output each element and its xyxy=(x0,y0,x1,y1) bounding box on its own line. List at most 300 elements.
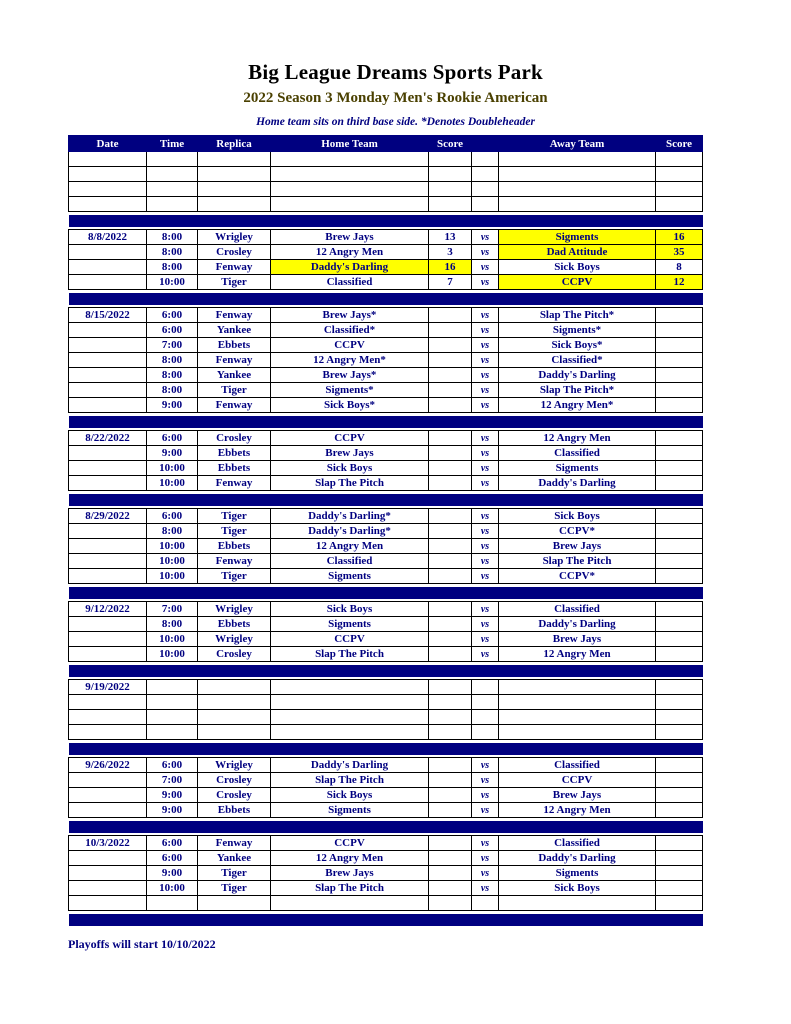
cell-time: 6:00 xyxy=(147,308,198,323)
cell-home-score xyxy=(429,353,472,368)
cell-vs: vs xyxy=(472,647,499,662)
cell-time: 8:00 xyxy=(147,617,198,632)
cell-date xyxy=(69,866,147,881)
cell-replica: Fenway xyxy=(198,353,271,368)
schedule-row xyxy=(69,230,703,245)
cell-date xyxy=(69,773,147,788)
cell-away-score xyxy=(656,569,703,584)
cell-vs: vs xyxy=(472,230,499,245)
cell-away xyxy=(499,167,656,182)
cell-home: Slap The Pitch xyxy=(271,476,429,491)
cell-vs: vs xyxy=(472,431,499,446)
cell-replica: Wrigley xyxy=(198,602,271,617)
cell-date: 9/19/2022 xyxy=(69,680,147,695)
cell-home-score: 3 xyxy=(429,245,472,260)
schedule-row xyxy=(69,803,703,818)
cell-away-score xyxy=(656,308,703,323)
schedule-row xyxy=(69,323,703,338)
cell-replica: Ebbets xyxy=(198,803,271,818)
cell-away: Brew Jays xyxy=(499,539,656,554)
week-separator-bar xyxy=(69,215,703,227)
cell-away-score xyxy=(656,836,703,851)
cell-home-score xyxy=(429,446,472,461)
cell-home: CCPV xyxy=(271,431,429,446)
cell-away-score xyxy=(656,554,703,569)
cell-home-score xyxy=(429,338,472,353)
cell-away-score xyxy=(656,539,703,554)
cell-time: 6:00 xyxy=(147,323,198,338)
cell-away: CCPV xyxy=(499,773,656,788)
cell-replica: Tiger xyxy=(198,383,271,398)
cell-date xyxy=(69,554,147,569)
cell-home: Daddy's Darling xyxy=(271,758,429,773)
cell-home-score xyxy=(429,758,472,773)
cell-time: 10:00 xyxy=(147,539,198,554)
cell-home-score xyxy=(429,152,472,167)
cell-vs: vs xyxy=(472,476,499,491)
cell-time: 7:00 xyxy=(147,773,198,788)
cell-time: 8:00 xyxy=(147,260,198,275)
cell-home xyxy=(271,167,429,182)
cell-date xyxy=(69,524,147,539)
cell-replica: Fenway xyxy=(198,554,271,569)
cell-time: 9:00 xyxy=(147,446,198,461)
cell-replica: Fenway xyxy=(198,398,271,413)
cell-home: Sick Boys xyxy=(271,602,429,617)
cell-away: Sigments* xyxy=(499,323,656,338)
cell-replica: Crosley xyxy=(198,773,271,788)
cell-vs xyxy=(472,695,499,710)
cell-home: Sigments* xyxy=(271,383,429,398)
schedule-row xyxy=(69,152,703,167)
cell-vs xyxy=(472,182,499,197)
cell-replica: Ebbets xyxy=(198,617,271,632)
cell-home: Brew Jays* xyxy=(271,308,429,323)
cell-away: Classified xyxy=(499,836,656,851)
cell-home xyxy=(271,182,429,197)
cell-vs: vs xyxy=(472,245,499,260)
header-home-team: Home Team xyxy=(271,136,429,152)
cell-away-score xyxy=(656,695,703,710)
cell-away xyxy=(499,152,656,167)
cell-date xyxy=(69,197,147,212)
schedule-row xyxy=(69,368,703,383)
cell-replica xyxy=(198,896,271,911)
week-separator-bar xyxy=(69,587,703,599)
cell-away-score xyxy=(656,773,703,788)
cell-replica: Fenway xyxy=(198,308,271,323)
cell-away xyxy=(499,182,656,197)
cell-time: 10:00 xyxy=(147,881,198,896)
cell-vs: vs xyxy=(472,338,499,353)
cell-away-score xyxy=(656,353,703,368)
cell-home-score xyxy=(429,509,472,524)
cell-home: Daddy's Darling* xyxy=(271,524,429,539)
cell-vs xyxy=(472,710,499,725)
schedule-row xyxy=(69,461,703,476)
cell-away: Sigments xyxy=(499,230,656,245)
cell-replica: Fenway xyxy=(198,476,271,491)
page-title: Big League Dreams Sports Park xyxy=(248,60,543,84)
schedule-row xyxy=(69,338,703,353)
cell-home-score xyxy=(429,182,472,197)
cell-time: 9:00 xyxy=(147,788,198,803)
cell-home: Classified xyxy=(271,554,429,569)
cell-vs xyxy=(472,725,499,740)
cell-replica: Ebbets xyxy=(198,461,271,476)
cell-vs: vs xyxy=(472,509,499,524)
cell-away: 12 Angry Men* xyxy=(499,398,656,413)
cell-home: Brew Jays xyxy=(271,230,429,245)
cell-replica xyxy=(198,197,271,212)
week-separator-bar xyxy=(69,743,703,755)
cell-away: Daddy's Darling xyxy=(499,476,656,491)
cell-replica: Yankee xyxy=(198,323,271,338)
cell-date xyxy=(69,803,147,818)
cell-date: 8/8/2022 xyxy=(69,230,147,245)
cell-home-score xyxy=(429,461,472,476)
playoffs-note: Playoffs will start 10/10/2022 xyxy=(68,936,216,951)
cell-home-score: 7 xyxy=(429,275,472,290)
cell-home: Sigments xyxy=(271,803,429,818)
cell-time: 8:00 xyxy=(147,353,198,368)
week-separator-bar xyxy=(69,416,703,428)
cell-home: Sigments xyxy=(271,617,429,632)
cell-replica: Yankee xyxy=(198,368,271,383)
cell-replica: Tiger xyxy=(198,524,271,539)
cell-date xyxy=(69,476,147,491)
cell-away: CCPV xyxy=(499,275,656,290)
schedule-row xyxy=(69,383,703,398)
schedule-row xyxy=(69,353,703,368)
cell-replica: Crosley xyxy=(198,647,271,662)
schedule-row xyxy=(69,695,703,710)
cell-vs: vs xyxy=(472,851,499,866)
cell-away: Sick Boys xyxy=(499,260,656,275)
cell-time xyxy=(147,695,198,710)
cell-replica xyxy=(198,695,271,710)
cell-vs xyxy=(472,197,499,212)
cell-replica: Tiger xyxy=(198,569,271,584)
cell-date xyxy=(69,275,147,290)
cell-home xyxy=(271,152,429,167)
cell-away: Slap The Pitch xyxy=(499,554,656,569)
cell-replica: Fenway xyxy=(198,836,271,851)
cell-date: 8/22/2022 xyxy=(69,431,147,446)
cell-home xyxy=(271,725,429,740)
cell-home xyxy=(271,197,429,212)
header-away-team: Away Team xyxy=(499,136,656,152)
cell-away-score xyxy=(656,866,703,881)
cell-away-score: 12 xyxy=(656,275,703,290)
week-separator-bar xyxy=(69,821,703,833)
cell-home: 12 Angry Men xyxy=(271,245,429,260)
cell-home: Daddy's Darling xyxy=(271,260,429,275)
cell-home: Brew Jays xyxy=(271,866,429,881)
cell-away-score xyxy=(656,167,703,182)
cell-home: Slap The Pitch xyxy=(271,773,429,788)
cell-time: 9:00 xyxy=(147,398,198,413)
cell-home xyxy=(271,710,429,725)
cell-vs: vs xyxy=(472,260,499,275)
cell-time xyxy=(147,896,198,911)
cell-home: Daddy's Darling* xyxy=(271,509,429,524)
cell-vs: vs xyxy=(472,353,499,368)
cell-date xyxy=(69,851,147,866)
cell-away: Daddy's Darling xyxy=(499,368,656,383)
cell-time: 9:00 xyxy=(147,866,198,881)
cell-home: Sick Boys xyxy=(271,461,429,476)
cell-vs: vs xyxy=(472,461,499,476)
cell-vs: vs xyxy=(472,632,499,647)
cell-date xyxy=(69,788,147,803)
cell-date xyxy=(69,896,147,911)
cell-replica xyxy=(198,152,271,167)
cell-away: Classified* xyxy=(499,353,656,368)
cell-home-score xyxy=(429,569,472,584)
separator-gap-cell xyxy=(69,926,703,929)
cell-away-score xyxy=(656,398,703,413)
cell-vs: vs xyxy=(472,524,499,539)
cell-vs: vs xyxy=(472,617,499,632)
cell-away-score xyxy=(656,152,703,167)
cell-date xyxy=(69,710,147,725)
cell-home: 12 Angry Men xyxy=(271,539,429,554)
cell-time: 9:00 xyxy=(147,803,198,818)
cell-away: Daddy's Darling xyxy=(499,617,656,632)
cell-replica: Tiger xyxy=(198,866,271,881)
schedule-row xyxy=(69,602,703,617)
cell-home-score xyxy=(429,476,472,491)
cell-home-score xyxy=(429,398,472,413)
cell-away: Classified xyxy=(499,758,656,773)
cell-home-score xyxy=(429,866,472,881)
cell-replica: Ebbets xyxy=(198,338,271,353)
cell-away-score xyxy=(656,788,703,803)
cell-away-score xyxy=(656,602,703,617)
cell-date: 9/12/2022 xyxy=(69,602,147,617)
cell-time: 6:00 xyxy=(147,431,198,446)
cell-vs: vs xyxy=(472,569,499,584)
cell-home-score xyxy=(429,602,472,617)
cell-date xyxy=(69,353,147,368)
cell-time: 8:00 xyxy=(147,524,198,539)
cell-home-score xyxy=(429,896,472,911)
cell-home: Sick Boys* xyxy=(271,398,429,413)
cell-vs: vs xyxy=(472,773,499,788)
cell-away: 12 Angry Men xyxy=(499,431,656,446)
cell-date xyxy=(69,695,147,710)
cell-home-score xyxy=(429,788,472,803)
cell-replica: Crosley xyxy=(198,431,271,446)
cell-date xyxy=(69,446,147,461)
page-subtitle: 2022 Season 3 Monday Men's Rookie American xyxy=(243,90,548,106)
cell-home: Classified xyxy=(271,275,429,290)
schedule-row xyxy=(69,710,703,725)
cell-home-score xyxy=(429,308,472,323)
cell-replica: Wrigley xyxy=(198,632,271,647)
cell-home: Sigments xyxy=(271,569,429,584)
cell-vs xyxy=(472,152,499,167)
cell-date xyxy=(69,725,147,740)
cell-home-score xyxy=(429,695,472,710)
header-time: Time xyxy=(147,136,198,152)
cell-time xyxy=(147,725,198,740)
cell-away-score: 16 xyxy=(656,230,703,245)
schedule-row xyxy=(69,398,703,413)
week-separator-bar xyxy=(69,914,703,926)
cell-replica: Yankee xyxy=(198,851,271,866)
cell-date xyxy=(69,632,147,647)
schedule-row xyxy=(69,539,703,554)
cell-home-score xyxy=(429,803,472,818)
cell-away xyxy=(499,680,656,695)
cell-date xyxy=(69,323,147,338)
cell-away-score xyxy=(656,617,703,632)
schedule-row xyxy=(69,554,703,569)
cell-date xyxy=(69,182,147,197)
cell-home-score xyxy=(429,524,472,539)
cell-vs: vs xyxy=(472,275,499,290)
cell-time: 8:00 xyxy=(147,245,198,260)
cell-time xyxy=(147,680,198,695)
cell-away xyxy=(499,197,656,212)
cell-away-score xyxy=(656,446,703,461)
week-separator-bar-cell xyxy=(69,743,703,755)
cell-home-score: 13 xyxy=(429,230,472,245)
cell-replica: Crosley xyxy=(198,245,271,260)
schedule-row xyxy=(69,881,703,896)
cell-home xyxy=(271,695,429,710)
cell-away-score xyxy=(656,881,703,896)
cell-home-score xyxy=(429,851,472,866)
cell-time: 10:00 xyxy=(147,461,198,476)
header-home-score: Score xyxy=(429,136,472,152)
cell-away: Daddy's Darling xyxy=(499,851,656,866)
cell-date: 8/29/2022 xyxy=(69,509,147,524)
cell-home-score xyxy=(429,368,472,383)
cell-away-score xyxy=(656,725,703,740)
cell-vs: vs xyxy=(472,368,499,383)
cell-replica: Tiger xyxy=(198,509,271,524)
cell-home-score xyxy=(429,773,472,788)
cell-home-score xyxy=(429,647,472,662)
cell-away-score xyxy=(656,647,703,662)
cell-away-score xyxy=(656,509,703,524)
cell-away: Brew Jays xyxy=(499,788,656,803)
cell-replica xyxy=(198,725,271,740)
cell-vs xyxy=(472,680,499,695)
cell-home-score xyxy=(429,725,472,740)
cell-home-score xyxy=(429,197,472,212)
schedule-row xyxy=(69,836,703,851)
schedule-row xyxy=(69,617,703,632)
schedule-table xyxy=(68,135,703,929)
cell-vs: vs xyxy=(472,788,499,803)
cell-home: Sick Boys xyxy=(271,788,429,803)
schedule-row xyxy=(69,476,703,491)
cell-home-score xyxy=(429,617,472,632)
cell-replica: Fenway xyxy=(198,260,271,275)
cell-home: Slap The Pitch xyxy=(271,647,429,662)
cell-date xyxy=(69,167,147,182)
separator-gap xyxy=(69,926,703,929)
cell-home: CCPV xyxy=(271,338,429,353)
schedule-row xyxy=(69,866,703,881)
header-replica: Replica xyxy=(198,136,271,152)
cell-away: CCPV* xyxy=(499,524,656,539)
cell-home: Brew Jays xyxy=(271,446,429,461)
cell-home-score xyxy=(429,881,472,896)
week-separator-bar-cell xyxy=(69,665,703,677)
header-date: Date xyxy=(69,136,147,152)
cell-away-score: 8 xyxy=(656,260,703,275)
cell-replica xyxy=(198,182,271,197)
schedule-row xyxy=(69,308,703,323)
schedule-row xyxy=(69,773,703,788)
cell-away-score: 35 xyxy=(656,245,703,260)
cell-away: CCPV* xyxy=(499,569,656,584)
cell-vs: vs xyxy=(472,398,499,413)
week-separator-bar xyxy=(69,293,703,305)
cell-home-score xyxy=(429,710,472,725)
week-separator-bar xyxy=(69,665,703,677)
cell-home-score xyxy=(429,167,472,182)
cell-date xyxy=(69,383,147,398)
cell-replica: Ebbets xyxy=(198,446,271,461)
home-team-note: Home team sits on third base side. *Denotes Doubleheader xyxy=(256,116,535,128)
schedule-row xyxy=(69,647,703,662)
cell-away-score xyxy=(656,803,703,818)
cell-away-score xyxy=(656,524,703,539)
cell-date xyxy=(69,461,147,476)
schedule-row xyxy=(69,197,703,212)
cell-vs: vs xyxy=(472,308,499,323)
schedule-row xyxy=(69,758,703,773)
cell-time: 10:00 xyxy=(147,275,198,290)
cell-home-score xyxy=(429,632,472,647)
cell-away-score xyxy=(656,431,703,446)
cell-date xyxy=(69,569,147,584)
cell-home: 12 Angry Men* xyxy=(271,353,429,368)
cell-replica: Ebbets xyxy=(198,539,271,554)
cell-away-score xyxy=(656,383,703,398)
week-separator-bar-cell xyxy=(69,587,703,599)
cell-vs: vs xyxy=(472,866,499,881)
cell-away-score xyxy=(656,461,703,476)
cell-away xyxy=(499,710,656,725)
cell-time: 8:00 xyxy=(147,383,198,398)
cell-time: 10:00 xyxy=(147,554,198,569)
week-separator-bar-cell xyxy=(69,494,703,506)
cell-time xyxy=(147,710,198,725)
cell-time: 10:00 xyxy=(147,476,198,491)
cell-home-score: 16 xyxy=(429,260,472,275)
schedule-row xyxy=(69,896,703,911)
schedule-row xyxy=(69,182,703,197)
cell-away-score xyxy=(656,896,703,911)
schedule-row xyxy=(69,446,703,461)
cell-time: 8:00 xyxy=(147,368,198,383)
cell-replica: Tiger xyxy=(198,275,271,290)
header-vs xyxy=(472,136,499,152)
cell-time: 10:00 xyxy=(147,647,198,662)
cell-time xyxy=(147,197,198,212)
cell-time: 6:00 xyxy=(147,758,198,773)
cell-home-score xyxy=(429,554,472,569)
cell-away xyxy=(499,896,656,911)
cell-home: CCPV xyxy=(271,836,429,851)
